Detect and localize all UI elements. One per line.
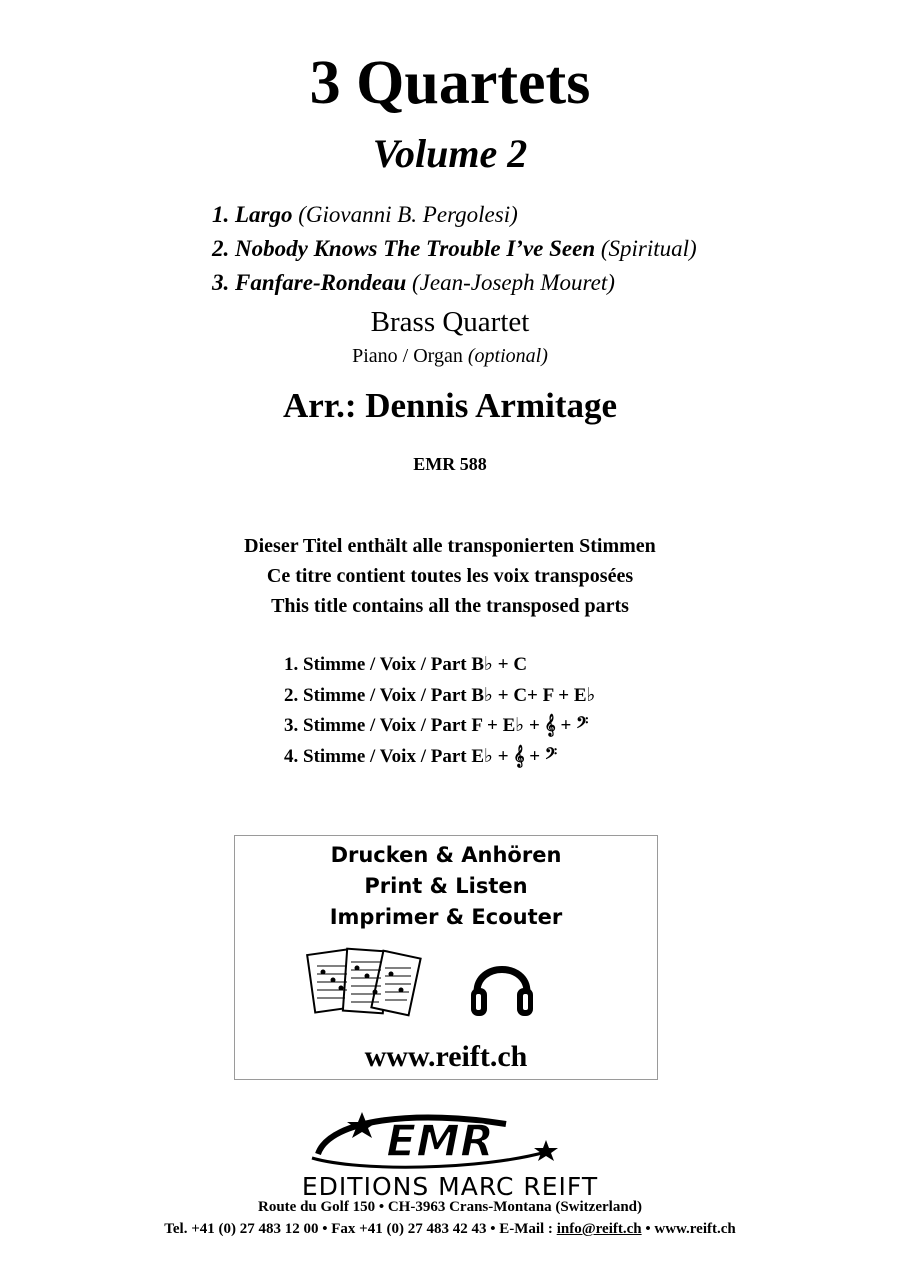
- accompaniment-label: [0, 346, 900, 366]
- list-item: [284, 650, 595, 681]
- piece-list: [212, 198, 697, 300]
- note-line-en: This title contains all the transposed parts: [271, 595, 629, 617]
- list-item: [284, 681, 595, 712]
- list-item: [212, 198, 697, 232]
- part-keys: F + E♭ + 𝄞 + 𝄢: [471, 715, 589, 736]
- part-label: 1. Stimme / Voix / Part: [284, 654, 467, 675]
- volume-subtitle: Volume 2: [372, 131, 528, 176]
- part-keys: B♭ + C+ F + E♭: [471, 684, 596, 706]
- logo-text: EMR: [386, 1116, 494, 1167]
- email-link[interactable]: info@reift.ch: [556, 1221, 642, 1237]
- piece-composer: (Giovanni B. Pergolesi): [298, 202, 518, 227]
- transposition-notes: [0, 531, 900, 621]
- accompaniment-note: (optional): [467, 345, 548, 367]
- publisher-address: Route du Golf 150 • CH-3963 Crans-Montana (Switzerland): [258, 1199, 642, 1215]
- emr-logo: [300, 1106, 570, 1174]
- list-item: [284, 711, 595, 742]
- promo-line-fr: Imprimer & Ecouter: [329, 905, 563, 929]
- accompaniment-instruments: Piano / Organ: [352, 345, 463, 367]
- piece-title: 1. Largo: [212, 202, 293, 227]
- contact-website: • www.reift.ch: [641, 1221, 736, 1237]
- list-item: [212, 232, 697, 266]
- headphones-icon: [467, 948, 537, 1020]
- promo-line-de: Drucken & Anhören: [330, 843, 562, 867]
- note-line-fr: Ce titre contient toutes les voix transposées: [266, 565, 634, 587]
- part-label: 4. Stimme / Voix / Part: [284, 745, 467, 767]
- promo-line-en: Print & Listen: [364, 874, 528, 898]
- piece-title: 2. Nobody Knows The Trouble I’ve Seen: [212, 236, 596, 261]
- part-keys: E♭ + 𝄞 + 𝄢: [471, 745, 558, 767]
- page-title: 3 Quartets: [309, 49, 591, 117]
- catalog-number: EMR 588: [413, 454, 487, 474]
- sheet-music-icon: [305, 944, 423, 1026]
- publisher-contact: [0, 1222, 900, 1237]
- parts-list: [284, 650, 595, 772]
- contact-phone-fax: Tel. +41 (0) 27 483 12 00 • Fax +41 (0) 27 483 42 43 • E-Mail :: [164, 1221, 557, 1237]
- print-listen-box: [234, 835, 658, 1080]
- note-line-de: Dieser Titel enthält alle transponierten Stimmen: [244, 535, 656, 557]
- part-label: 2. Stimme / Voix / Part: [284, 684, 467, 706]
- piece-composer: (Spiritual): [600, 236, 697, 261]
- publisher-name: EDITIONS MARC REIFT: [301, 1172, 599, 1201]
- part-keys: B♭ + C: [471, 654, 528, 675]
- piece-composer: (Jean-Joseph Mouret): [412, 270, 615, 295]
- piece-title: 3. Fanfare-Rondeau: [212, 270, 407, 295]
- website-link[interactable]: www.reift.ch: [364, 1040, 528, 1073]
- part-label: 3. Stimme / Voix / Part: [284, 715, 467, 736]
- list-item: [284, 742, 595, 773]
- arranger-credit: Arr.: Dennis Armitage: [282, 386, 618, 425]
- list-item: [212, 266, 697, 300]
- ensemble-label: Brass Quartet: [370, 306, 530, 338]
